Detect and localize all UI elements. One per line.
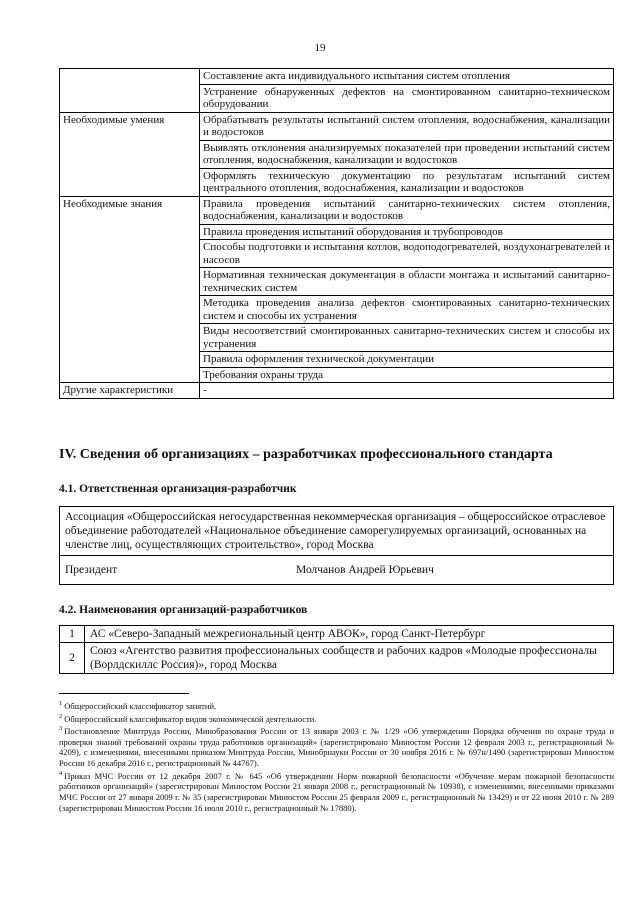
- developers-table: [59, 625, 614, 674]
- table-row: [60, 383, 614, 399]
- footnote-text: Общероссийский классификатор видов экономической деятельности.: [64, 713, 317, 724]
- footnote: [59, 712, 614, 725]
- developer-name: Союз «Агентство развития профессиональных сообществ и рабочих кадров «Молодые профессионалы (Ворлдскиллс Россия)», город Москва: [85, 643, 614, 674]
- signatory-name: Молчанов Андрей Юрьевич: [230, 556, 614, 585]
- table-cell: Способы подготовки и испытания котлов, водоподогревателей, воздухонагревателей и насосов: [200, 240, 614, 268]
- footnote: [59, 699, 614, 712]
- footnotes: [59, 699, 614, 813]
- row-label-skills: Необходимые умения: [60, 112, 200, 196]
- table-row: [60, 69, 614, 85]
- table-cell: Составление акта индивидуального испытания систем отопления: [200, 69, 614, 85]
- footnote-text: Приказ МЧС России от 12 декабря 2007 г. № 645 «Об утверждении Норм пожарной безопасности «Обучение мерам пожарной безопасности работников организаций» (зарегистрирован Минюстом России 21 января 2008 г., регистрационный № 10938), с изменениями, внесенными приказами МЧС России от 27 января 2009 г. № 35 (зарегистрирован Минюстом России 25 февраля 2009 г., регистрационный № 13429) и от 22 июня 2010 г. № 289 (зарегистрирован Минюстом России 16 июля 2010 г., регистрационный № 17880).: [59, 770, 614, 813]
- table-cell: Правила проведения испытаний санитарно-технических систем отопления, водоснабжения, канализации и водостоков: [200, 196, 614, 224]
- footnote: [59, 724, 614, 769]
- footnote: [59, 769, 614, 814]
- table-cell: Устранение обнаруженных дефектов на смонтированном санитарно-техническом оборудовании: [200, 84, 614, 112]
- table-cell: Правила оформления технической документации: [200, 352, 614, 368]
- table-cell: Требования охраны труда: [200, 367, 614, 383]
- table-cell: Оформлять техническую документацию по результатам испытаний систем центрального отопления, водоснабжения, канализации и водостоков: [200, 168, 614, 196]
- row-label-other: Другие характеристики: [60, 383, 200, 399]
- table-row: [60, 556, 614, 585]
- footnote-mark: 2: [59, 712, 63, 720]
- footnote-text: Постановление Минтруда России, Минобразования России от 13 января 2003 г. № 1/29 «Об утверждении Порядка обучения по охране труда и проверки знаний требований охраны труда работников организаций» (зарегистрировано Минюстом России 12 февраля 2003 г., регистрационный № 4209), с изменениями, внесенными приказом Минтруда России, Минобрнауки России от 30 ноября 2016 г. № 697н/1490 (зарегистрирован Минюстом России 16 декабря 2016 г., регистрационный № 44767).: [59, 725, 614, 768]
- table-cell: Обрабатывать результаты испытаний систем отопления, водоснабжения, канализации и водостоков: [200, 112, 614, 140]
- table-row: [60, 626, 614, 643]
- footnote-mark: 3: [59, 725, 63, 733]
- table-cell: Виды несоответствий смонтированных санитарно-технических систем и способы их устранения: [200, 324, 614, 352]
- row-number: 2: [60, 643, 85, 674]
- signatory-position: Президент: [60, 556, 231, 585]
- section-title: IV. Сведения об организациях – разработчиках профессионального стандарта: [59, 447, 553, 462]
- page-number: 19: [314, 42, 326, 54]
- footnote-mark: 4: [59, 769, 63, 777]
- table-cell: Нормативная техническая документация в области монтажа и испытаний санитарно-технических систем: [200, 268, 614, 296]
- row-label: [60, 69, 200, 113]
- responsible-org-table: [59, 506, 614, 585]
- table-row: [60, 112, 614, 140]
- row-label-knowledge: Необходимые знания: [60, 196, 200, 383]
- footnote-text: Общероссийский классификатор занятий.: [64, 700, 217, 711]
- responsible-org-heading: 4.1. Ответственная организация-разработчик: [59, 483, 297, 495]
- developer-name: АС «Северо-Западный межрегиональный центр АВОК», город Санкт-Петербург: [85, 626, 614, 643]
- table-cell: -: [200, 383, 614, 399]
- table-cell: Выявлять отклонения анализируемых показателей при проведении испытаний систем отопления, водоснабжения, канализации и водостоков: [200, 140, 614, 168]
- table-cell: Методика проведения анализа дефектов смонтированных санитарно-технических систем и способы их устранения: [200, 296, 614, 324]
- table-cell: Правила проведения испытаний оборудования и трубопроводов: [200, 224, 614, 240]
- table-row: [60, 507, 614, 556]
- table-row: [60, 643, 614, 674]
- org-name: Ассоциация «Общероссийская негосударственная некоммерческая организация – общероссийское отраслевое объединение работодателей «Национальное объединение саморегулируемых организаций, основанных на членстве лиц, осуществляющих строительство», город Москва: [60, 507, 614, 556]
- row-number: 1: [60, 626, 85, 643]
- table-row: [60, 196, 614, 224]
- developers-heading: 4.2. Наименования организаций-разработчиков: [59, 604, 308, 616]
- competency-table: [59, 68, 614, 399]
- footnote-mark: 1: [59, 700, 63, 707]
- footnote-separator: [59, 693, 189, 694]
